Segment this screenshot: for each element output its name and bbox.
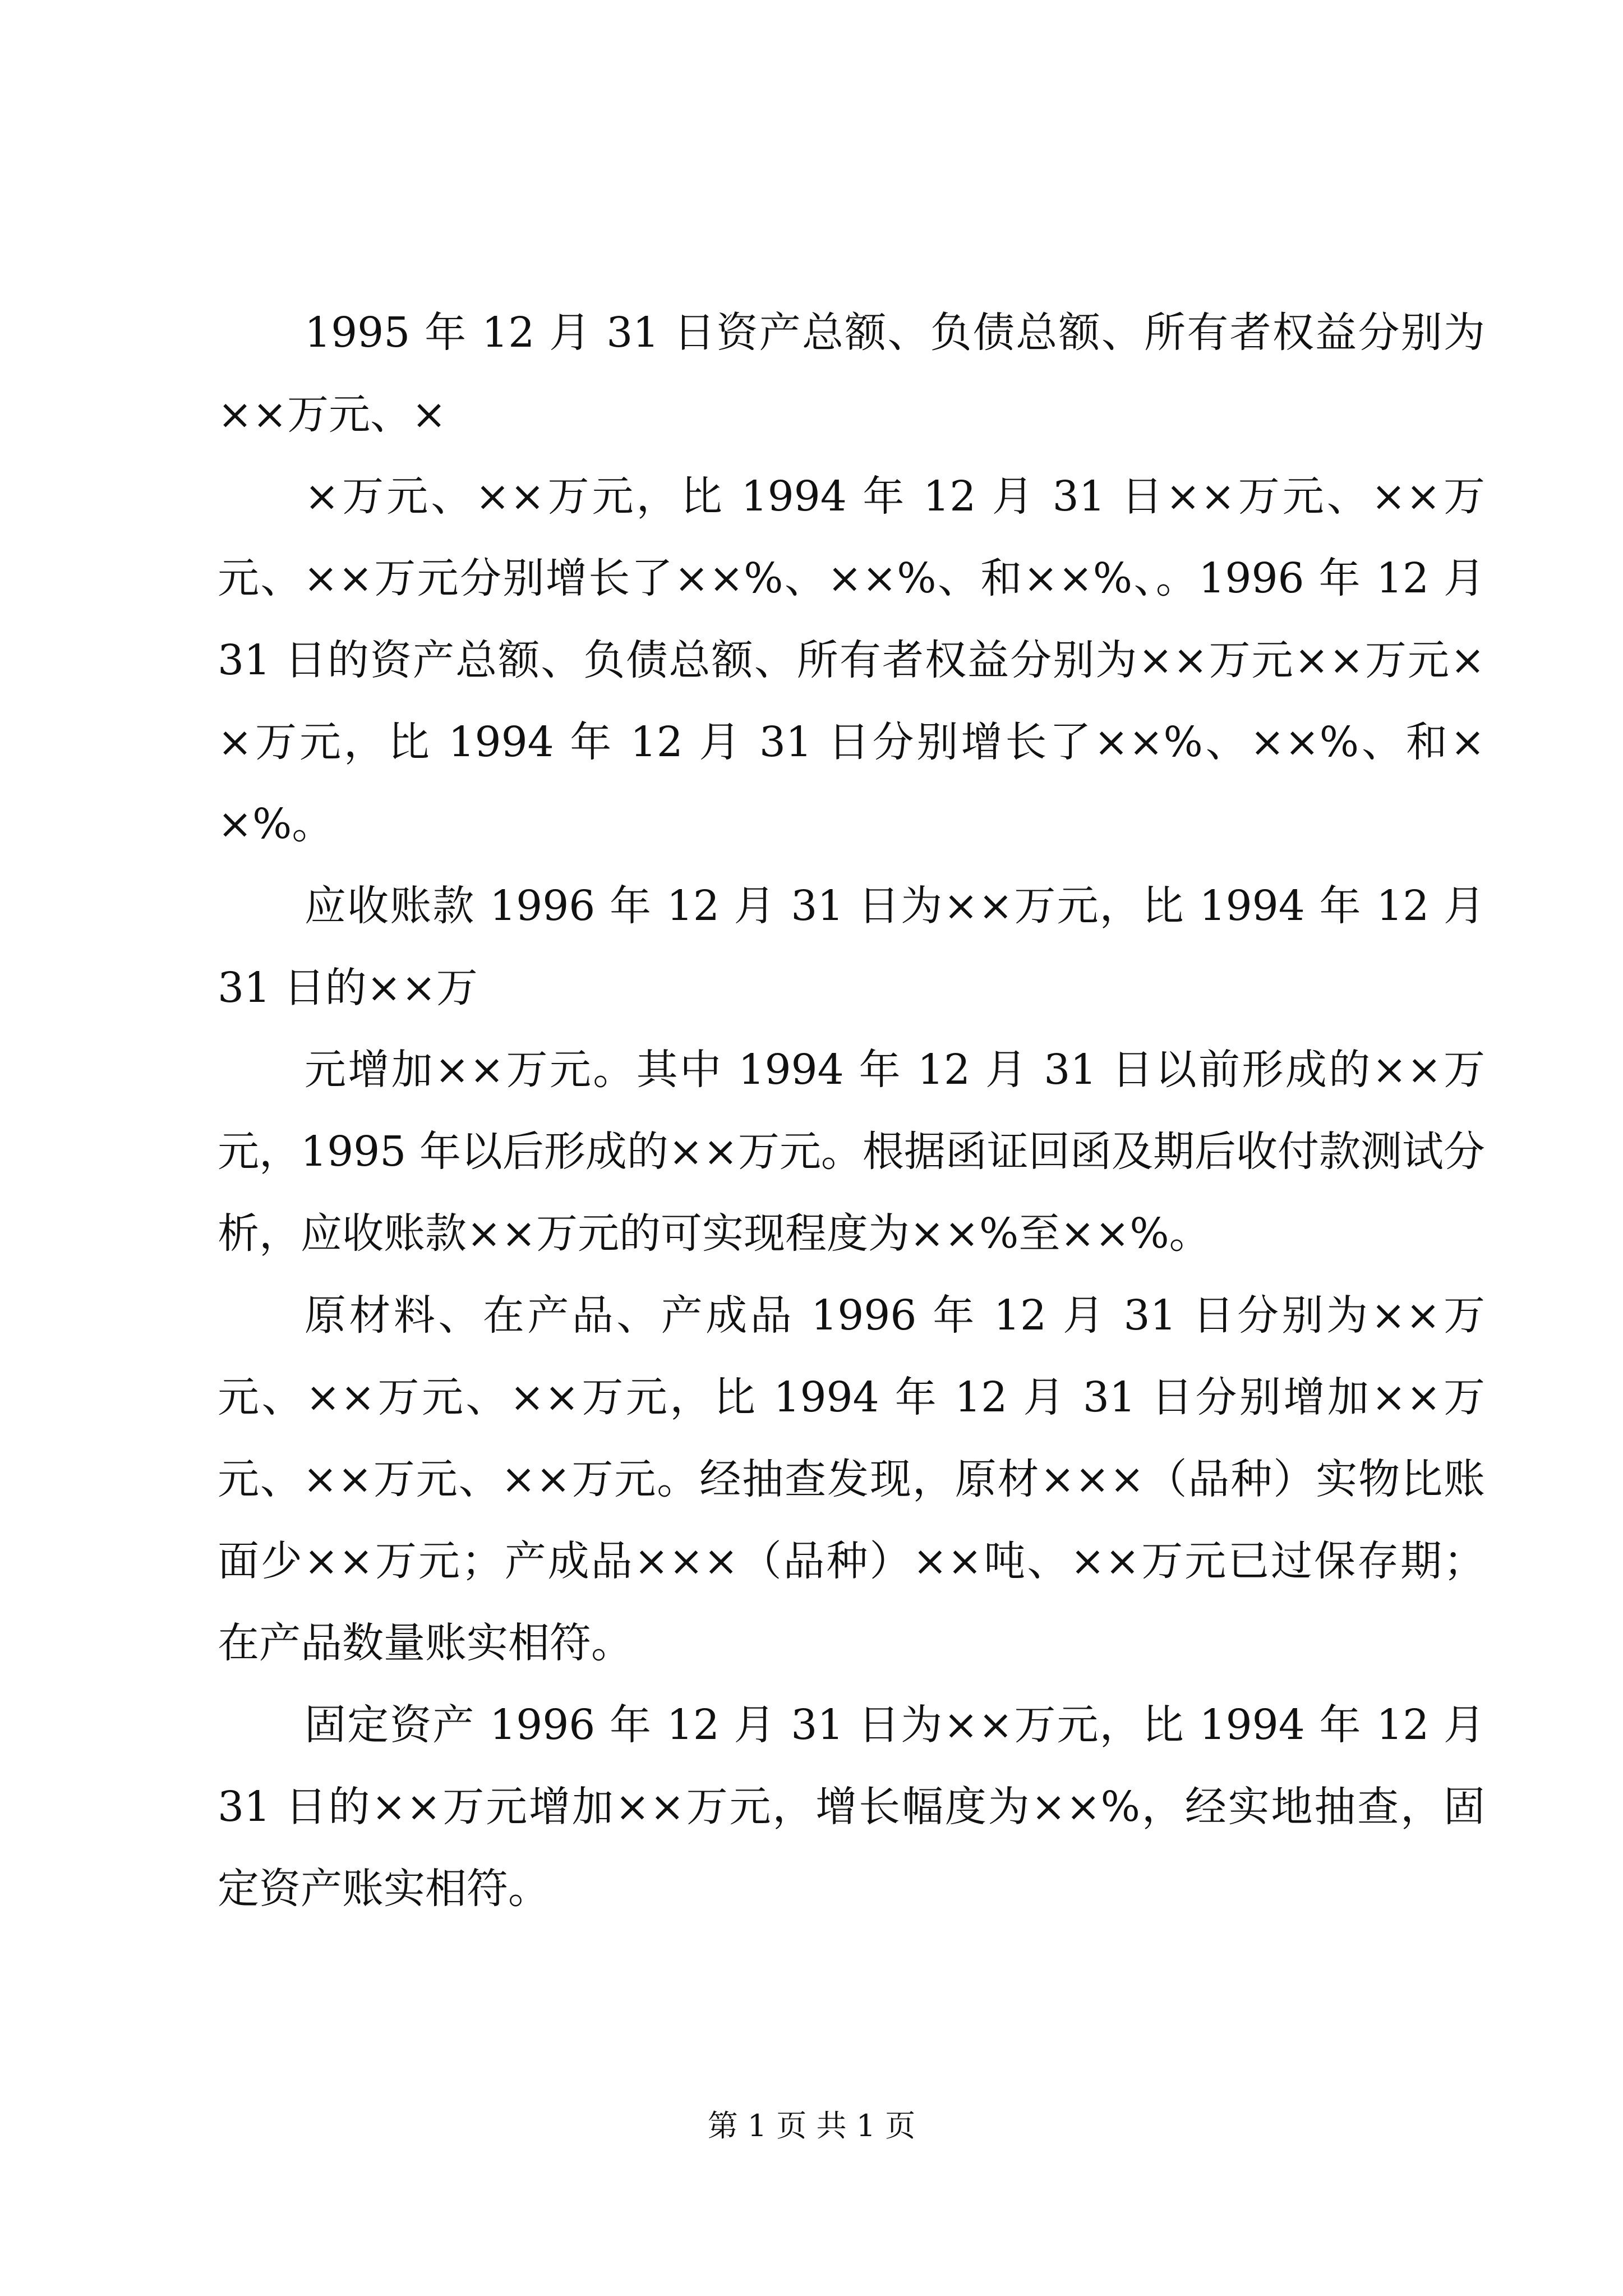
document-body	[218, 292, 1485, 1930]
page-footer: 第 1 页 共 1 页	[707, 2108, 916, 2143]
paragraph-3: 应收账款 1996 年 12 月 31 日为××万元，比 1994 年 12 月 31 日的××万	[218, 882, 1485, 1012]
paragraph-1: 1995 年 12 月 31 日资产总额、负债总额、所有者权益分别为××万元、×	[218, 309, 1485, 439]
paragraph-2: ×万元、××万元，比 1994 年 12 月 31 日××万元、××万元、××万元分别增长了××%、××%、和××%、。1996 年 12 月 31 日的资产总额、负债总额、所有者权益分别为××万元××万元××万元，比 1994 年 12 月 31 日分别增长了××%、××%、和××%。	[218, 472, 1485, 848]
paragraph-4: 元增加××万元。其中 1994 年 12 月 31 日以前形成的××万元，1995 年以后形成的××万元。根据函证回函及期后收付款测试分析，应收账款××万元的可实现程度为××%至××%。	[218, 1046, 1485, 1258]
paragraph-6: 固定资产 1996 年 12 月 31 日为××万元，比 1994 年 12 月 31 日的××万元增加××万元，增长幅度为××%，经实地抽查，固定资产账实相符。	[218, 1701, 1485, 1913]
paragraph-5: 原材料、在产品、产成品 1996 年 12 月 31 日分别为××万元、××万元、××万元，比 1994 年 12 月 31 日分别增加××万元、××万元、××万元。经抽查发现，原材×××（品种）实物比账面少××万元；产成品×××（品种）××吨、××万元已过保存期；在产品数量账实相符。	[218, 1291, 1485, 1667]
